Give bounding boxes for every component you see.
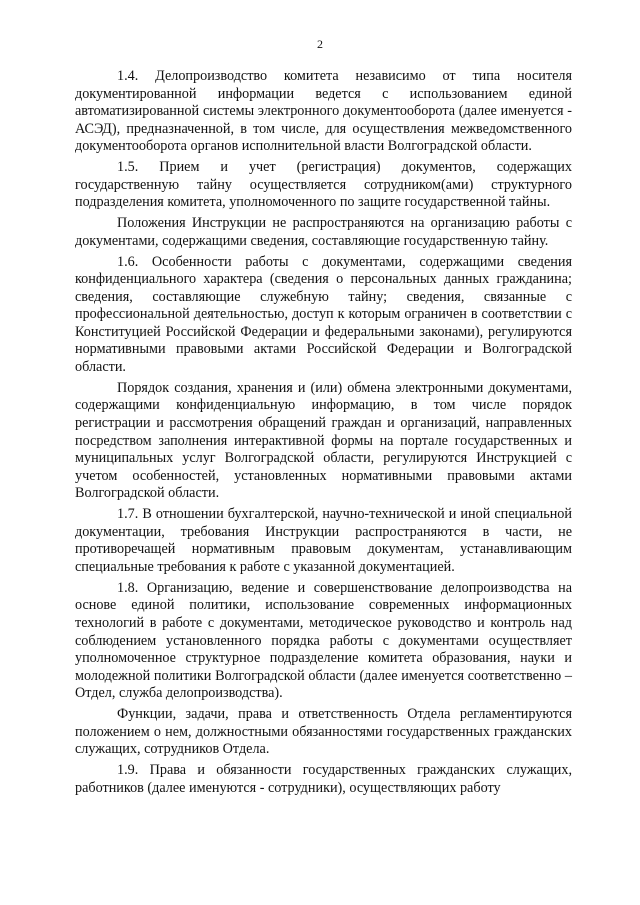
paragraph-1-9: 1.9. Права и обязанности государственных гражданских служащих, работников (далее именуются - сотрудники), осуществляющих работу xyxy=(75,762,572,796)
paragraph-1-4: 1.4. Делопроизводство комитета независимо от типа носителя документированной информации ведется с использованием единой автоматизированной системы электронного документооборота (далее именуется - АСЭД), предназначенной, в том числе, для осуществления межведомственного документооборота органов исполнительной власти Волгоградской области. xyxy=(75,68,572,155)
paragraph-1-5: 1.5. Прием и учет (регистрация) документов, содержащих государственную тайну осуществляется сотрудником(ами) структурного подразделения комитета, уполномоченного по защите государственной тайны. xyxy=(75,159,572,211)
page-number: 2 xyxy=(317,37,323,51)
paragraph-department-functions: Функции, задачи, права и ответственность Отдела регламентируются положением о нем, должностными обязанностями государственных гражданских служащих, сотрудников Отдела. xyxy=(75,706,572,758)
document-body xyxy=(75,68,572,800)
paragraph-state-secret-note: Положения Инструкции не распространяются на организацию работы с документами, содержащими сведения, составляющие государственную тайну. xyxy=(75,215,572,249)
paragraph-1-8: 1.8. Организацию, ведение и совершенствование делопроизводства на основе единой политики, использование современных информационных технологий в работе с документами, методическое руководство и контроль над соблюдением установленного порядка работы с документами осуществляет уполномоченное структурное подразделение комитета образования, науки и молодежной политики Волгоградской области (далее именуется соответственно – Отдел, служба делопроизводства). xyxy=(75,579,572,702)
paragraph-1-7: 1.7. В отношении бухгалтерской, научно-технической и иной специальной документации, требования Инструкции распространяются в части, не противоречащей нормативным правовым документам, устанавливающим специальные требования к работе с указанной документацией. xyxy=(75,506,572,575)
paragraph-1-6: 1.6. Особенности работы с документами, содержащими сведения конфиденциального характера (сведения о персональных данных гражданина; сведения, составляющие служебную тайну; сведения, связанные с профессиональной деятельностью, доступ к которым ограничен в соответствии с Конституцией Российской Федерации и федеральными законами), регулируются нормативными правовыми актами Российской Федерации и Волгоградской области. xyxy=(75,253,572,376)
paragraph-electronic-docs-procedure: Порядок создания, хранения и (или) обмена электронными документами, содержащими конфиденциальную информацию, в том числе порядок регистрации и рассмотрения обращений граждан и организаций, направленных посредством заполнения интерактивной формы на портале государственных и муниципальных услуг Волгоградской области, регулируются Инструкцией с учетом особенностей, установленных нормативными правовыми актами Волгоградской области. xyxy=(75,379,572,502)
